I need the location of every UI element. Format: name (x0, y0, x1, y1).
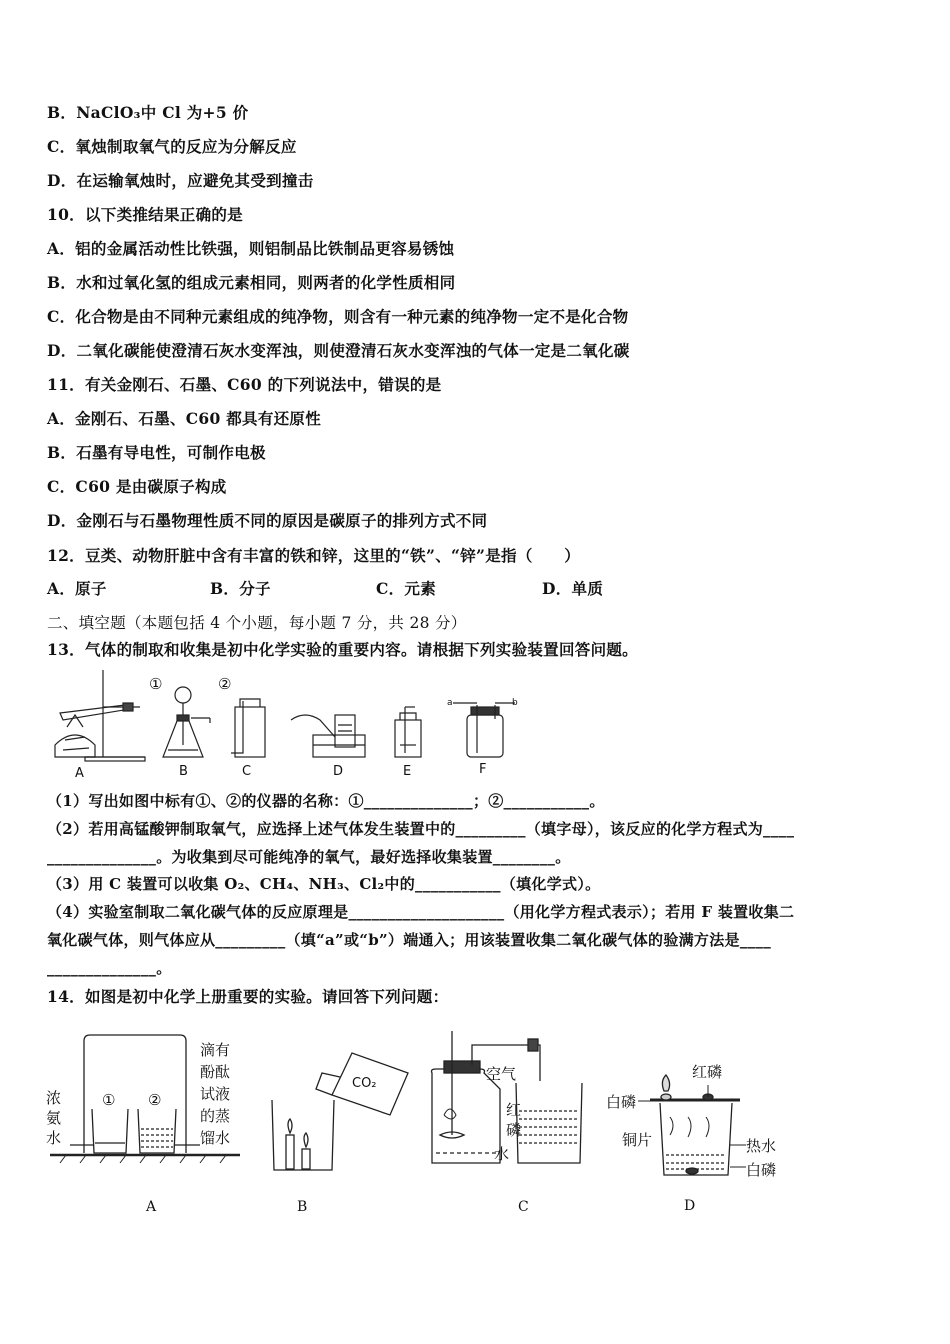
q11-option-d: D．金刚石与石墨物理性质不同的原因是碳原子的排列方式不同 (47, 511, 488, 530)
a-mark-1: ① (102, 1091, 116, 1109)
a-right-5: 馏水 (200, 1129, 231, 1147)
d-hot-label: 热水 (746, 1137, 777, 1155)
q12-options (47, 577, 603, 599)
b-gas-label: CO₂ (352, 1076, 377, 1091)
c-air-label: 空气 (486, 1065, 517, 1083)
q13-part-1: （1）写出如图中标有①、②的仪器的名称：①______________；②___________。 (47, 792, 605, 810)
label-b: B (179, 764, 188, 779)
q10-option-a: A．铝的金属活动性比铁强，则铝制品比铁制品更容易锈蚀 (47, 239, 455, 258)
a-right-4: 的蒸 (200, 1107, 231, 1125)
a-right-2: 酚酞 (200, 1063, 231, 1081)
apparatus-d (291, 715, 365, 757)
q14-caption-c: C (518, 1199, 529, 1215)
q10-option-d: D．二氧化碳能使澄清石灰水变浑浊，则使澄清石灰水变浑浊的气体一定是二氧化碳 (47, 341, 630, 360)
q13-part-2a: （2）若用高锰酸钾制取氧气，应选择上述气体发生装置中的_________（填字母），该反应的化学方程式为____ (47, 820, 795, 838)
q13-part-3: （3）用 C 装置可以收集 O₂、CH₄、NH₃、Cl₂中的___________（填化学式）。 (47, 875, 601, 893)
section-heading: 二、填空题（本题包括 4 个小题，每小题 7 分，共 28 分） (47, 614, 467, 632)
q14-experiment-figure (40, 1025, 800, 1195)
label-e: E (403, 764, 412, 779)
apparatus-b (163, 687, 210, 757)
d-white-top-label: 白磷 (606, 1093, 637, 1111)
q9-option-d: D．在运输氧烛时，应避免其受到撞击 (47, 171, 314, 190)
label-c: C (242, 764, 252, 779)
q11-option-a: A．金刚石、石墨、C60 都具有还原性 (47, 409, 322, 428)
q14-experiments-svg (40, 1025, 800, 1195)
q13-part-4c: ______________。 (47, 959, 172, 977)
q13-part-4b: 氧化碳气体，则气体应从_________（填“a”或“b”）端通入；用该装置收集二氧化碳气体的验满方法是____ (47, 931, 772, 949)
c-p-label-2: 磷 (506, 1121, 522, 1139)
q13-part-2b: ______________。为收集到尽可能纯净的氧气，最好选择收集装置________。 (47, 848, 571, 866)
q10-option-c: C．化合物是由不同种元素组成的纯净物，则含有一种元素的纯净物一定不是化合物 (47, 307, 629, 326)
port-b: b (512, 698, 518, 708)
q10-option-b: B．水和过氧化氢的组成元素相同，则两者的化学性质相同 (47, 273, 456, 292)
label-d: D (333, 764, 344, 779)
a-mark-2: ② (148, 1091, 162, 1109)
a-left-2: 氨 (46, 1109, 62, 1127)
d-red-label: 红磷 (692, 1063, 723, 1081)
port-a: a (447, 698, 453, 708)
label-f: F (479, 762, 487, 777)
q11-stem: 11．有关金刚石、石墨、C60 的下列说法中，错误的是 (47, 375, 442, 394)
q10-stem: 10．以下类推结果正确的是 (47, 205, 243, 224)
apparatus-f (453, 703, 515, 757)
q12-option-d: D．单质 (542, 579, 604, 598)
mark-2: ② (218, 675, 232, 693)
c-water-label: 水 (494, 1145, 510, 1163)
a-left-3: 水 (46, 1129, 62, 1147)
q12-option-b: B．分子 (210, 579, 271, 598)
q14-caption-b: B (297, 1199, 308, 1215)
q13-apparatus-svg (45, 665, 545, 785)
experiment-c (432, 1031, 583, 1163)
apparatus-a (55, 670, 145, 761)
q12-option-a: A．原子 (47, 579, 107, 598)
a-right-3: 试液 (200, 1085, 231, 1103)
q13-apparatus-figure (45, 665, 545, 785)
experiment-b (272, 1053, 408, 1170)
q14-caption-a: A (146, 1199, 157, 1215)
q9-option-b: B．NaClO₃中 Cl 为+5 价 (47, 103, 249, 122)
q13-part-4a: （4）实验室制取二氧化碳气体的反应原理是____________________（用化学方程式表示）；若用 F 装置收集二 (47, 903, 795, 921)
q11-option-c: C．C60 是由碳原子构成 (47, 477, 227, 496)
a-right-1: 滴有 (200, 1041, 231, 1059)
q12-stem: 12．豆类、动物肝脏中含有丰富的铁和锌，这里的“铁”、“锌”是指（ ） (47, 546, 581, 565)
a-left-1: 浓 (46, 1089, 62, 1107)
q11-option-b: B．石墨有导电性，可制作电极 (47, 443, 266, 462)
label-a: A (75, 766, 84, 781)
apparatus-c (231, 699, 265, 757)
q14-stem: 14．如图是初中化学上册重要的实验。请回答下列问题： (47, 987, 449, 1006)
q12-option-c: C．元素 (376, 579, 437, 598)
experiment-d (638, 1075, 746, 1175)
mark-1: ① (149, 675, 163, 693)
q9-option-c: C．氧烛制取氧气的反应为分解反应 (47, 137, 297, 156)
q13-stem: 13．气体的制取和收集是初中化学实验的重要内容。请根据下列实验装置回答问题。 (47, 640, 638, 659)
d-white-bottom-label: 白磷 (746, 1161, 777, 1179)
apparatus-e (395, 707, 421, 757)
d-copper-label: 铜片 (622, 1131, 653, 1149)
q14-caption-d: D (684, 1198, 696, 1214)
c-p-label-1: 红 (506, 1101, 522, 1119)
